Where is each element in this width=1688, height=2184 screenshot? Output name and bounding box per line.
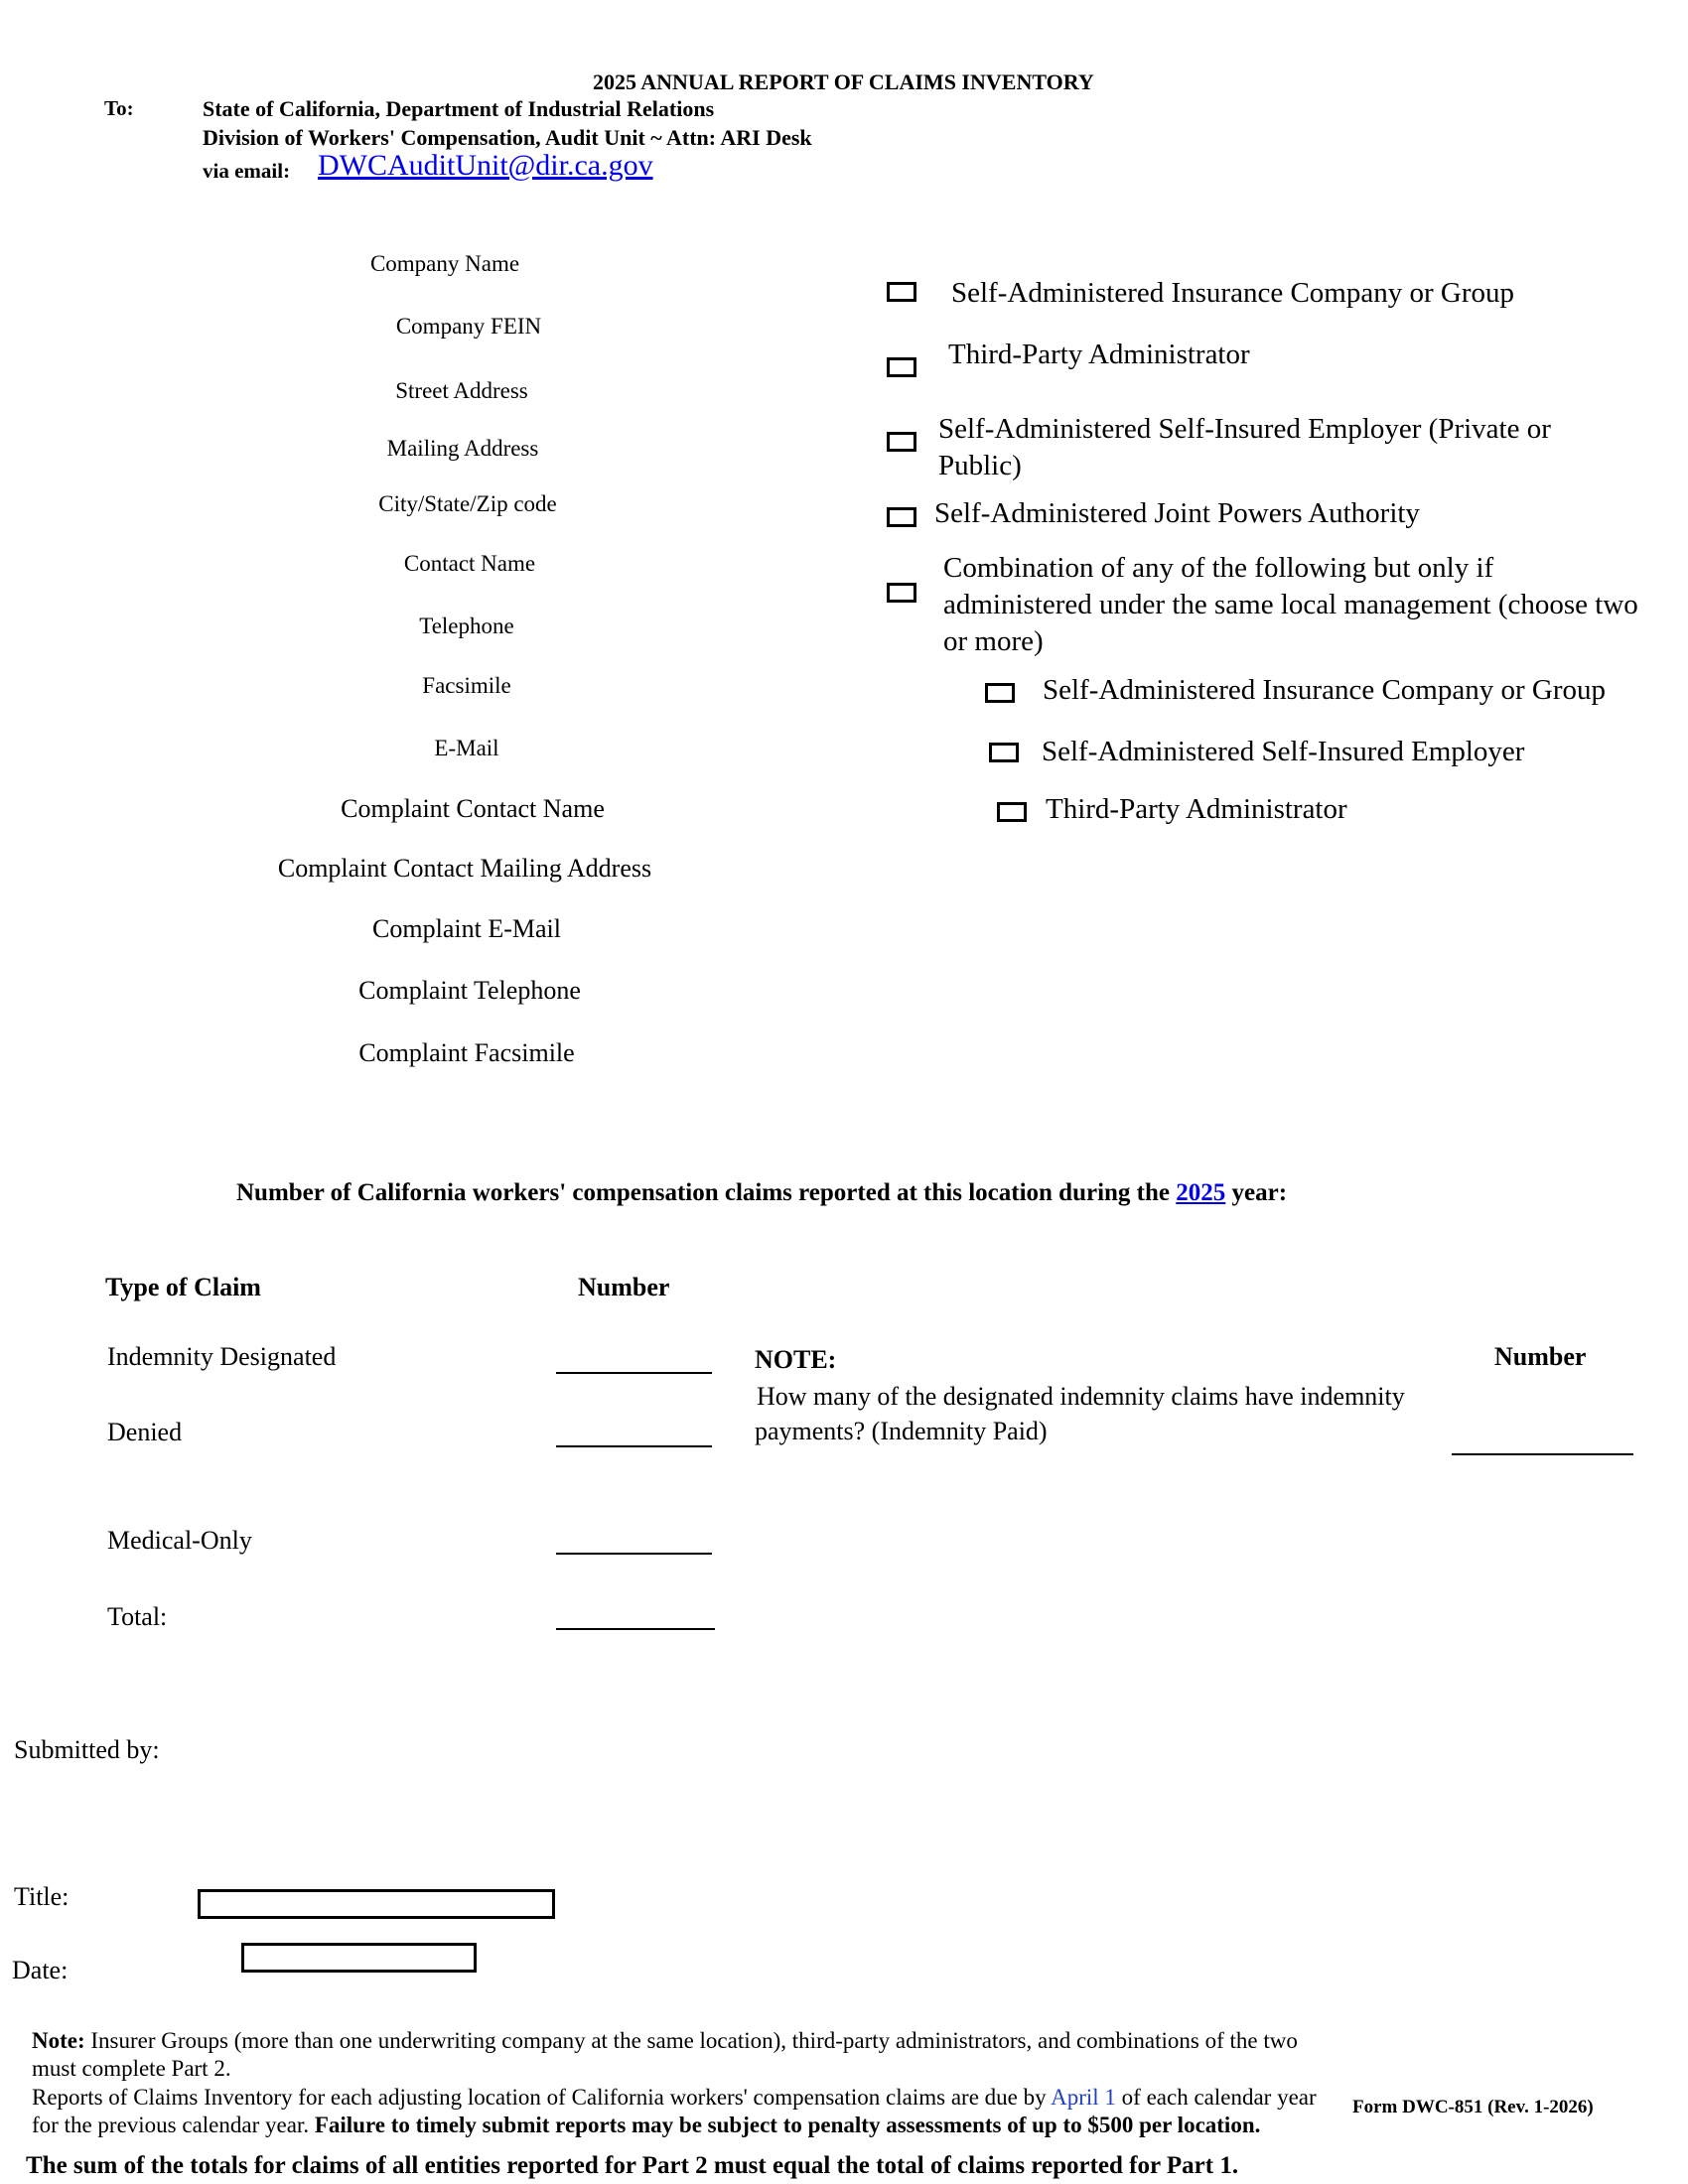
field-telephone[interactable]: Telephone	[419, 614, 514, 638]
claims-heading	[236, 1179, 1287, 1207]
number-header: Number	[578, 1273, 670, 1301]
date-input[interactable]	[241, 1943, 477, 1973]
form-id: Form DWC-851 (Rev. 1-2026)	[1352, 2097, 1594, 2117]
footer-note-line-1	[32, 2028, 1298, 2054]
indemnity-paid-number-field[interactable]	[1452, 1453, 1633, 1455]
footer-note-line-2: must complete Part 2.	[32, 2056, 231, 2081]
medical-only-number-field[interactable]	[556, 1553, 712, 1555]
option-tpa: Third-Party Administrator	[948, 339, 1250, 370]
sum-statement: The sum of the totals for claims of all entities reported for Part 2 must equal the total of claims reported for Part 1.	[26, 2152, 1239, 2179]
option-self-insured-employer: Self-Administered Self-Insured Employer (Private or Public)	[938, 413, 1551, 481]
reports-line-1	[32, 2085, 1317, 2111]
option-jpa: Self-Administered Joint Powers Authority	[934, 497, 1420, 529]
title-label: Title:	[14, 1882, 70, 1911]
email-link[interactable]: DWCAuditUnit@dir.ca.gov	[318, 149, 653, 182]
field-company-fein[interactable]: Company FEIN	[395, 314, 542, 339]
claims-heading-suffix: year:	[1231, 1179, 1288, 1206]
note-title: NOTE:	[755, 1345, 837, 1374]
note-text-line-1: How many of the designated indemnity claims have indemnity	[757, 1382, 1405, 1411]
submitted-by-label: Submitted by:	[14, 1735, 160, 1764]
footer-note-label: Note:	[32, 2028, 85, 2053]
checkbox-sub-tpa[interactable]	[997, 802, 1027, 822]
denied-number-field[interactable]	[556, 1445, 712, 1447]
checkbox-jpa[interactable]	[887, 507, 916, 527]
field-facsimile[interactable]: Facsimile	[422, 673, 511, 698]
type-of-claim-header: Type of Claim	[105, 1273, 261, 1301]
form-title: 2025 ANNUAL REPORT OF CLAIMS INVENTORY	[593, 69, 1094, 94]
claim-row-total: Total:	[107, 1602, 168, 1631]
field-street-address[interactable]: Street Address	[395, 378, 528, 403]
note-text-line-2: payments? (Indemnity Paid)	[755, 1417, 1048, 1445]
field-complaint-telephone[interactable]: Complaint Telephone	[358, 976, 581, 1005]
option-combination: Combination of any of the following but only if administered under the same local management (choose two or more)	[943, 552, 1638, 657]
reports-text-c: for the previous calendar year.	[32, 2113, 310, 2137]
claim-row-indemnity: Indemnity Designated	[107, 1342, 337, 1371]
total-number-field[interactable]	[556, 1628, 715, 1630]
checkbox-tpa[interactable]	[887, 357, 916, 377]
footer-note-text: Insurer Groups (more than one underwriting company at the same location), third-party administrators, and combinations of the two	[90, 2028, 1298, 2053]
option-self-admin-insurance: Self-Administered Insurance Company or Group	[951, 277, 1514, 309]
indemnity-number-field[interactable]	[556, 1372, 712, 1374]
field-contact-name[interactable]: Contact Name	[403, 551, 536, 576]
recipient-line-1: State of California, Department of Industrial Relations	[203, 96, 715, 121]
reports-line-2	[32, 2113, 1260, 2138]
claims-year-link[interactable]: 2025	[1176, 1179, 1226, 1206]
field-complaint-mailing-address[interactable]: Complaint Contact Mailing Address	[277, 854, 652, 883]
checkbox-self-insured-employer[interactable]	[887, 432, 916, 452]
recipient-line-2: Division of Workers' Compensation, Audit Unit ~ Attn: ARI Desk	[203, 125, 812, 150]
note-number-header: Number	[1494, 1342, 1587, 1371]
option-sub-tpa: Third-Party Administrator	[1046, 793, 1347, 825]
email-label: via email:	[203, 159, 291, 183]
penalty-statement: Failure to timely submit reports may be subject to penalty assessments of up to $500 per location.	[314, 2113, 1261, 2137]
field-complaint-email[interactable]: Complaint E-Mail	[372, 914, 561, 943]
claim-row-denied: Denied	[107, 1418, 183, 1446]
to-label: To:	[104, 96, 134, 120]
claim-row-medical-only: Medical-Only	[107, 1526, 252, 1555]
field-mailing-address[interactable]: Mailing Address	[386, 436, 539, 461]
field-email[interactable]: E-Mail	[434, 736, 499, 760]
checkbox-self-admin-insurance[interactable]	[887, 282, 916, 302]
date-label: Date:	[12, 1956, 69, 1984]
checkbox-sub-employer[interactable]	[989, 743, 1019, 762]
checkbox-sub-insurance[interactable]	[985, 683, 1015, 703]
claims-heading-prefix: Number of California workers' compensation claims reported at this location during the	[236, 1179, 1171, 1206]
checkbox-combination[interactable]	[887, 583, 916, 603]
field-company-name[interactable]: Company Name	[369, 251, 520, 276]
field-complaint-contact-name[interactable]: Complaint Contact Name	[341, 794, 605, 823]
option-sub-employer: Self-Administered Self-Insured Employer	[1042, 736, 1525, 767]
option-sub-insurance: Self-Administered Insurance Company or Group	[1043, 674, 1606, 706]
field-city-state-zip[interactable]: City/State/Zip code	[378, 491, 557, 516]
field-complaint-facsimile[interactable]: Complaint Facsimile	[358, 1038, 575, 1067]
reports-text-b: of each calendar year	[1121, 2085, 1317, 2110]
reports-date: April 1	[1051, 2085, 1116, 2110]
reports-text-a: Reports of Claims Inventory for each adjusting location of California workers' compensation claims are due by	[32, 2085, 1047, 2110]
title-input[interactable]	[198, 1889, 555, 1919]
